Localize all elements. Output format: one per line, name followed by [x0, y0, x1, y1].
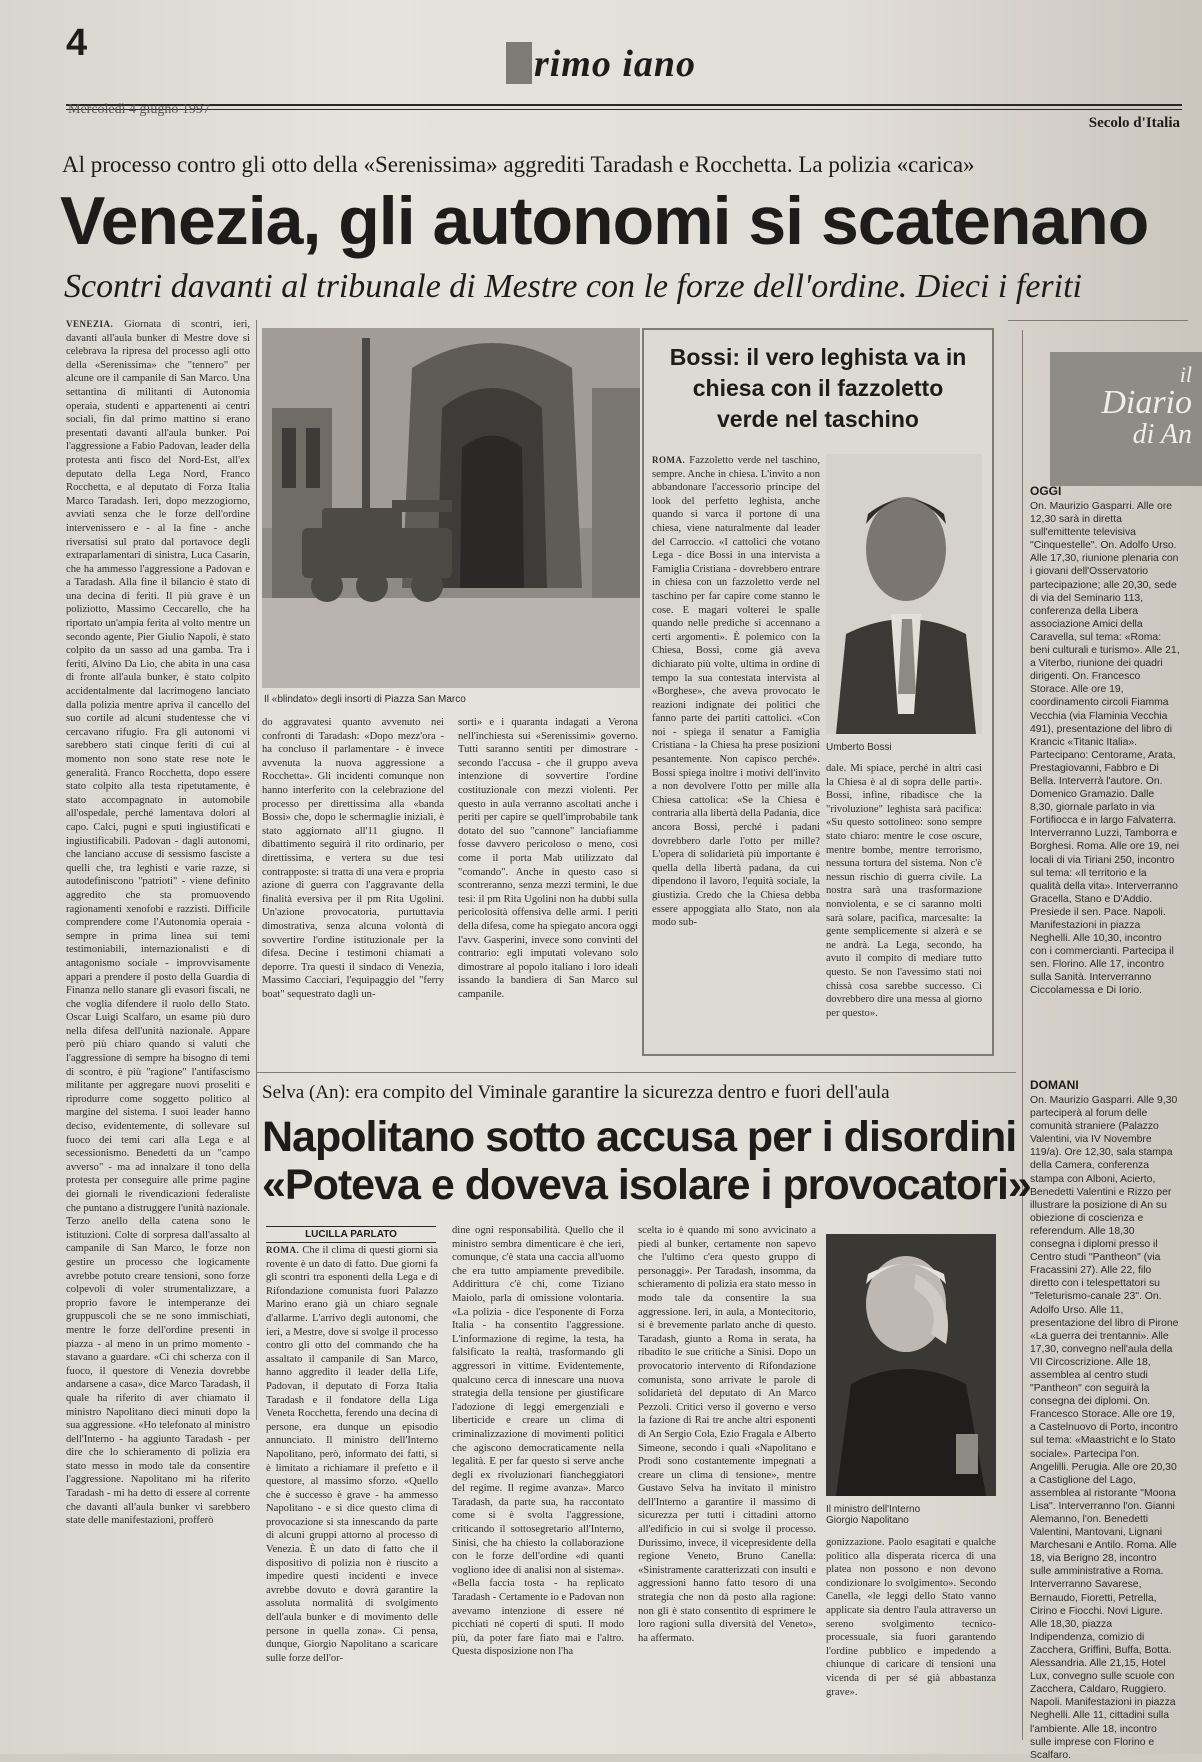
- diario-title-il: il: [1179, 362, 1192, 387]
- lead-column-1: [66, 318, 250, 1746]
- section-cap-p: [506, 42, 532, 84]
- header-rule: [66, 104, 1182, 106]
- domani-label: DOMANI: [1030, 1078, 1079, 1092]
- selva-headline-2: «Poteva e doveva isolare i provocatori»: [262, 1161, 1031, 1209]
- header-rule-thin: [66, 109, 1182, 110]
- selva-column-4: gonizzazione. Paolo esagitati e qualche politico alla disperata ricerca di una platea non possono e non devono condizionare lo svolgimento». Secondo Canella, «le leggi dello Stato vanno applicate sia dentro l'aula attraverso un sereno svolgimento tecnico-processuale, sia fuori garantendo l'ordine pubblico e impedendo a chiunque di caricare di tensioni una vicenda di per sé già abbastanza grave».: [826, 1537, 996, 1698]
- selva-column-3: scelta io è quando mi sono avvicinato a piedi al bunker, certamente non sapevo che l'ultimo c'era questo gruppo di personaggi». Per Taradash, insomma, da schieramento di polizia era stato messo in modo tale da consentire la sua aggressione. Ieri, in aula, a Montecitorio, si è brevemente parlato anche di questo. Taradash, giunto a Roma in serata, ha ribadito le sue critiche a Sinisi. Dopo un provocatorio intervento di Rifondazione comunista, sono arrivate le parole di solidarietà del deputato di An Marco Pezzoli. Critici verso il governo e verso la fazione di Rai tre anche altri esponenti di An Sergio Cola, Ezio Fragala e Alberto Simeone, secondo i quali «Napolitano e Prodi sono costantemente impegnati a creare un clima di tensione», mentre Gustavo Selva ha invitato il ministro dell'Interno a garantire il massimo di sicurezza per tutti i cittadini attorno all'edificio in cui si svolge il processo. Durissimo, invece, il vicepresidente della regione Veneto, Bruno Canella: «Sinistramente caratterizzati con insulti e aggressioni hanno fatto tesoro di una strategia che non dà posto alla ragione: non gli è stato consentito di esprimere le loro ragioni sulla diversità del Veneto», ha affermato.: [638, 1225, 816, 1644]
- bossi-title: Bossi: il vero leghista va in chiesa con il fazzoletto verde nel taschino: [669, 344, 967, 432]
- page-number: 4: [66, 22, 88, 64]
- bossi-text-a: Fazzoletto verde nel taschino, sempre. Anche in chiesa. L'invito a non abbandonare l'accessorio principe del look del perfetto leghista, anche quando si varca il portone di una chiesa, viene naturalmente dal leader del Carroccio. «I cattolici che votano Lega - dice Bossi in una intervista a Famiglia Cristiana - dovrebbero entrare in chiesa con un fazzoletto verde nel taschino per far capire come stanno le cose. E magari volterei le spalle quando nelle prediche si accennano a certi argomenti». È polemico con la Chiesa, Bossi, come già aveva dichiarato più volte, ultima in ordine di tempo la sua contestata intervista al «Borghese», che aveva provocato le reazioni indignate dei politici che fanno parte dei partiti cattolici. «Con noi - spiega il senatur a Famiglia Cristiana - la Chiesa ha prese posizioni pesantemente. Non capisco perché». Bossi spiega inoltre i motivi dell'invito a non devolvere l'otto per mille alla Chiesa cattolica: «Se la Chiesa è contraria alla libertà della Padania, dice ancora Bossi, perché i padani dovrebbero darle l'otto per mille? L'opera di solidarietà più importante è quella della libertà padana, da cui dipendono il lavoro, l'equità sociale, la giustizia. Credo che la Chiesa debba essere appoggiata allo Stato, non ala modo sub-: [652, 455, 820, 929]
- bossi-caption: Umberto Bossi: [826, 742, 892, 753]
- lead-headline: Venezia, gli autonomi si scatenano: [60, 183, 1149, 259]
- lead-text-1: Giornata di scontri, ieri, davanti all'aula bunker di Mestre dove si celebrava la ripresa del processo agli otto della «Serenissima» che "tennero" per alcune ore il campanile di San Marco. Una settantina di militanti di Autonomia operaia, studenti e appartenenti ai centri sociali, fin dal primo mattino si erano presentati davanti all'aula bunker. Poi l'aggressione a Fabio Padovan, leader della protesta anti fisco del Nord-Est, all'ex deputato della Lega Nord, Franco Rocchetta, e al deputato di Forza Italia Marco Taradash. Ieri, dopo mezzogiorno, avviati senza che le forze dell'ordine intervenissero e - al la fine - anche riversatisi sul prato dal portavoce degli extraparlamentari di sinistra, Luca Casarin, che ha ammesso l'aggressione a Padovan e a Taradash. Alla fine il bilancio è stato di una decina di feriti. Il più grave è un poliziotto, Massimo Ceccarello, che ha riportato un'ampia ferita al volto mentre un secondo agente, Pier Giulio Napoli, è stato colpito da un sasso ad una gamba. Tra i feriti, Alvino Da Lio, che abita in una casa di fronte all'aula bunker, è stato colpito accidentalmente dal lacrimogeno lanciato dalla polizia mentre apriva il cancello del suo cortile ad alcuni studentesse che vi cercavano rifugio. Fra gli autonomi vi sarebbero stati cinque feriti di cui al momento non sono state rese note le generalità. Franco Rocchetta, dopo essere stato colpito alla testa ripetutamente, è stato accompagnato in automobile all'ospedale, perché lamentava dolori al capo. Calci, pugni e sputi ingiustificati e ingiustificabili. Padovan - dagli autonomi, che lanciano accuse di sessismo fasciste a quelli che, tra leghisti e varie razze, si autodefiniscono "patrioti" - viene definito aggredito che sta promuovendo ragionamenti xenofobi e razzisti. Difficile comprendere come l'Autonomia operaia - sempre in prima linea sui temi testimoniabili, internazionalisti e di antagonismo sociale - improvvisamente appari a prendere il posto della Guardia di Finanza nello stanare gli evasori fiscali, ne che voglia difendere il ruolo dello Stato. Oscar Luigi Scalfaro, un esame più duro nella difesa dell'unità nazionale. Appare però più chiaro quando si valuti che l'aggressione di sempre ha bisogno di temi di scontro, è più "ragione" l'antifascismo militante per aggregare nuovi proseliti e riprodurre come soggetto politico al margine del sistema. I suoi leader hanno deciso, evidentemente, di sollevare sul fuoco dei temi cari alla Lega e al secessionismo. Benedetti da un "campo avverso" - ma ad innalzare il tono della protesta per conseguire alle prime pagine dei giornali le rivendicazioni federaliste che puntano a distruggere l'unità nazionale. Terzo anello della catena sono le istituzioni. Colte di sorpresa dall'assalto al campanile di San Marco, le forze non gestire un processo che logicamente avrebbe potuto creare tensioni, sono forze colpevoli di voler strumentalizzare, a proprio favore le intemperanze dei gruppuscoli che se ne sono immischiati, mentre le forze dell'ordine presenti in piazza - al meno in un primo momento - stavano a guardare. «Ci chi scherza con il fuoco, il questore di Venezia dovrebbe andarsene a casa», dice Marco Taradash, il quale ha riferito di aver chiamato il ministro Napolitano dieci minuti dopo la sua aggressione. «Ho telefonato al ministro dell'Interno - ha aggiunto Taradash - per dire che lo schieramento di polizia era stato messo in modo tale da consentire l'aggressione. Napolitano mi ha riferito Taradash - mi ha detto di essere al corrente che davanti all'aula bunker vi sarebbero state delle manifestazioni, profferò: [66, 319, 250, 1527]
- bossi-column-a-bottom: [652, 730, 820, 1046]
- selva-text-1: Che il clima di questi giorni sia rovente è un dato di fatto. Due giorni fa gli scontri tra esponenti della Lega e di Rifondazione comunista fuori Palazzo Marino erano già un chiaro segnale d'allarme. L'arrivo degli autonomi, che ieri, a Mestre, dove si svolge il processo contro gli otto del commando che ha assaltato il campanile di San Marco, hanno aggredito il leader della Life, Padovan, il deputato di Forza Italia Taradash e il fondatore della Liga Veneta Rocchetta, ferendo una decina di persone, era dunque un episodio annunciato. Il ministro dell'Interno Napolitano, però, informato dei fatti, si è limitato a richiamare il prefetto e il questore, al massimo sforzo. «Quello che è successo è grave - ha ammesso Napolitano - e si dice questo clima di provocazione si sta innescando da parte di alcuni gruppi attorno al processo di Venezia. È un dato di fatto che il dispositivo di polizia non è riuscito a impedire questi incidenti e invece avrebbe dovuto e dovrà garantire la assoluta normalità di svolgimento dell'aula bunker e di movimento delle persone in quella zona». Ci pensa, dunque, Giorgio Napolitano a scaricare sulle forze dell'or-: [266, 1245, 438, 1664]
- bossi-portrait: [826, 454, 982, 734]
- bossi-photo: [826, 454, 982, 734]
- blindato-caption: Il «blindato» degli insorti di Piazza San Marco: [264, 694, 466, 705]
- issue-date: Mercoledì 4 giugno 1997: [68, 102, 210, 117]
- sidebar-rule: [1008, 320, 1188, 321]
- napolitano-caption-1: Il ministro dell'Interno: [826, 1504, 921, 1515]
- napolitano-portrait: [826, 1234, 996, 1496]
- selva-top-rule: [256, 1072, 1016, 1073]
- section-title: [0, 42, 1202, 86]
- napolitano-caption: [826, 1504, 996, 1526]
- diario-title-sub: di An: [1132, 419, 1192, 450]
- lead-column-2: do aggravatesi quanto avvenuto nei confronti di Taradash: «Dopo mezz'ora - ha concluso il parlamentare - è invece avvenuta la nuova aggressione a Rocchetta». Gli incidenti comunque non hanno interferito con la celebrazione del processo per direttissima alla «banda Bossi» che, dopo le schermaglie iniziali, è stato aggiornato all'11 giugno. Il dibattimento seguirà il rito ordinario, per direttissima, e vertera su due tesi contrapposte: si tratta di una vera e propria azione di guerra con l'aggravante della finalità eversiva per il pm Rita Ugolini. Un'azione provocatoria, purtuttavia dimostrativa, senza alcuna volontà di sovvertire l'ordine istituzionale per la difesa. Decine i testimoni chiamati a deporre. Tra questi il sindaco di Venezia, Massimo Cacciari, l'equipaggio del "ferry boat" sequestrato dagli un-: [262, 717, 444, 1000]
- oggi-label: OGGI: [1030, 484, 1062, 498]
- lead-subhead: Scontri davanti al tribunale di Mestre con le forze dell'ordine. Dieci i feriti: [64, 268, 1082, 305]
- sidebar-divider: [1022, 330, 1023, 1740]
- oggi-text: On. Maurizio Gasparri. Alle ore 12,30 sarà in diretta sull'emittente televisiva "Cinquestelle". On. Adolfo Urso. Alle 17,30, riunione plenaria con i giovani dell'Osservatorio partecipazione; alle 20,30, sede di via del Seminario 113, conferenza della Libera associazione Amici della Caravella, sul tema: «Roma: beni culturali e turismo». Alle 21, a Viterbo, riunione dei quadri dirigenti. On. Francesco Storace. Alle ore 19, coordinamento circoli Fiamma Vecchia (via Flaminia Vecchia 491), presentazione del libro di Krancic «Titanic Italia». Partecipano: Centorame, Arata, Prestagiovanni, Fabbro e Di Bella. Interverrà l'autore. On. Domenico Gramazio. Dalle 8,30, giornale parlato in via Fortifiocca e in largo Falvaterra. Interverranno Luzzi, Tamborra e Borghesi. Roma. Alle ore 19, nei locali di via Tiriani 250, incontro sul tema: «Il territorio e la qualità della vita». Interverranno Gracella, Stano e D'Addio. Presiede il sen. Pace. Napoli. Manifestazioni in piazza Neghelli. Alle 10,30, incontro con i commercianti. Partecipa il sen. Florino. Alle 17, incontro sulla Sanità. Interverranno Ciccolamessa e Di Iorio.: [1030, 501, 1180, 997]
- blindato-illustration: [262, 328, 640, 688]
- lead-kicker: Al processo contro gli otto della «Serenissima» aggrediti Taradash e Rocchetta. La polizia «carica»: [62, 152, 975, 177]
- bossi-column-a-top: [652, 454, 820, 929]
- lead-dateline: VENEZIA.: [66, 319, 114, 329]
- diario-title-main: Diario: [1101, 384, 1192, 421]
- selva-headline-1: Napolitano sotto accusa per i disordini: [262, 1113, 1017, 1161]
- selva-kicker: Selva (An): era compito del Viminale garantire la sicurezza dentro e fuori dell'aula: [262, 1082, 890, 1103]
- bossi-dateline: ROMA.: [652, 455, 686, 465]
- newspaper-name: Secolo d'Italia: [1088, 115, 1180, 131]
- napolitano-caption-2: Giorgio Napolitano: [826, 1515, 909, 1526]
- selva-byline: LUCILLA PARLATO: [266, 1226, 436, 1243]
- selva-column-1: [266, 1244, 438, 1746]
- bossi-column-b: dale. Mi spiace, perché in altri casi la Chiesa è al di sopra delle parti». Bossi, infine, ribadisce che la "rivoluzione" leghista sarà pacifica: «Su questo sottolineo: sono sempre stato chiaro: mentre le cose oscure, mentre bombe, mentre terrorismo, nessuna tortura del sistema. Non c'è nessun rischio di guerra civile. La nostra sarà una trasformazione nonviolenta, e se ci saranno molti sarà solare, pacifica, marcesalte: la gente semplicemente si alzerà e se ne andrà. La Lega, secondo, ha avuto il compito di mediare tutto questo. Se non l'avessimo stati noi chissà cosa sarebbe successo. Ci dovrebbero dire una messa al giorno per questo».: [826, 763, 982, 1019]
- selva-column-2: dine ogni responsabilità. Quello che il ministro sembra dimenticare è che ieri, comunque, c'è stata una caccia all'uomo che era tutto ampiamente prevedibile. Addirittura c'è chi, come Tiziano Maiolo, parla di omissione volontaria. «La polizia - dice l'esponente di Forza Italia - ha consentito l'aggressione. L'informazione di regime, la testa, ha falsificato la realtà, trasformando gli aggressori in vittime. Evidentemente, qualcuno cerca di innescare una nuova strategia della tensione per giustificare l'adozione di leggi emergenziali e liberticide e creare un clima di criminalizzazione di movimenti politici che agiscono democraticamente nella legalità. E per far questo si serve anche degli ex rivoluzionari fiancheggiatori del regime. Il regime avanza». Marco Taradash, da parte sua, ha raccontato come si è svolta l'aggressione, criticando il sottosegretario all'Interno, Sinisi, che ha chiesto la collaborazione con le forze dell'ordine «di quanti vogliono idee di analisi non al sistema». «Bella faccia tosta - ha replicato Taradash - Certamente io e Padovan non avevamo intenzione di essere né picchiati né coperti di sputi. Il modo più, da poter fare fiato mai e l'altro. Questa disposizione non l'ha: [452, 1225, 624, 1658]
- column-rule: [256, 320, 257, 1420]
- blindato-photo: [262, 328, 640, 688]
- diario-header: [1050, 352, 1202, 486]
- napolitano-photo: [826, 1234, 996, 1496]
- selva-dateline: ROMA.: [266, 1245, 300, 1255]
- lead-column-3: sorti» e i quaranta indagati a Verona nell'inchiesta sui «Serenissimi» governo. Tutti saranno sentiti per dimostrare - secondo l'accusa - che il gruppo aveva intenzione di sovvertire l'ordine costituzionale con mezzi violenti. Per questo in aula verranno ascoltati anche i periti per capire se quell'improbabile tank dotato del suo "cannone" lanciafiamme fosse davvero pericoloso o meno, così come il porta Mab utilizzato dal "comando". Anche in questo caso si scontreranno, senza mezzi termini, le due tesi: il pm Rita Ugolini non ha dubbi sulla pericolosità offensiva delle armi. I periti della difesa, come ha spiegato ancora oggi l'avv. Gasperini, invece sono convinti del contrario: egli imputati volevano solo dimostrare al popolo italiano i loro ideali issando la bandiera di San Marco sul campanile.: [458, 717, 638, 1000]
- section-title-text: rimo iano: [533, 43, 697, 85]
- domani-text: On. Maurizio Gasparri. Alle 9,30 parteciperà al forum delle comunità straniere (Palazzo Valentini, via IV Novembre 119/a). Ore 12,30, sala stampa della Camera, conferenza stampa con Alboni, Acierto, Benedetti Valentini e Rizzo per illustrare la posizione di An su obiezione di coscienza e referendum. Alle 18,30 consegna i diplomi presso il Centro studi "Pantheon" (via Fracassini 27). Alle 22, filo diretto con i telespettatori su "Teleturismo-canale 23". On. Adolfo Urso. Alle 11, presentazione del libro di Pirone «La guerra dei trentanni». Alle 17,30, convegno nell'aula della VII Circoscrizione. Alle 18, assemblea al centro studi "Pantheon" con seguirà la consegna dei diplomi. On. Francesco Storace. Alle ore 19, a Castelnuovo di Porto, incontro sul tema: «Maastricht e lo Stato sociale». Partecipa l'on. Angelilli. Perugia. Alle ore 20,30 a Castiglione del Lago, assemblea al ristorante "Moona Lisa". Interverranno l'on. Gianni Alemanno, l'on. Benedetti Valentini, Mantovani, Lignani Marchesani e Antilo. Roma. Alle 18, via Berigno 28, incontro sulle amministrative a Roma. Interverranno Savarese, Bernaudo, Fioretti, Petrella, Cirino e Fiocchi. Novi Ligure. Alle 18,30, piazza Indipendenza, comizio di Zacchera, Griffini, Buffa, Botta. Alessandria. Alle 21,15, Hotel Lux, convegno sulle scuole con Zacchera, Caldaro, Ruggiero. Napoli. Manifestazioni in piazza Neghelli. Alle 11, cittadini sulla l'ambiente. Alle 18, incontro sulle imprese con Florino e Scalfaro.: [1030, 1095, 1179, 1761]
